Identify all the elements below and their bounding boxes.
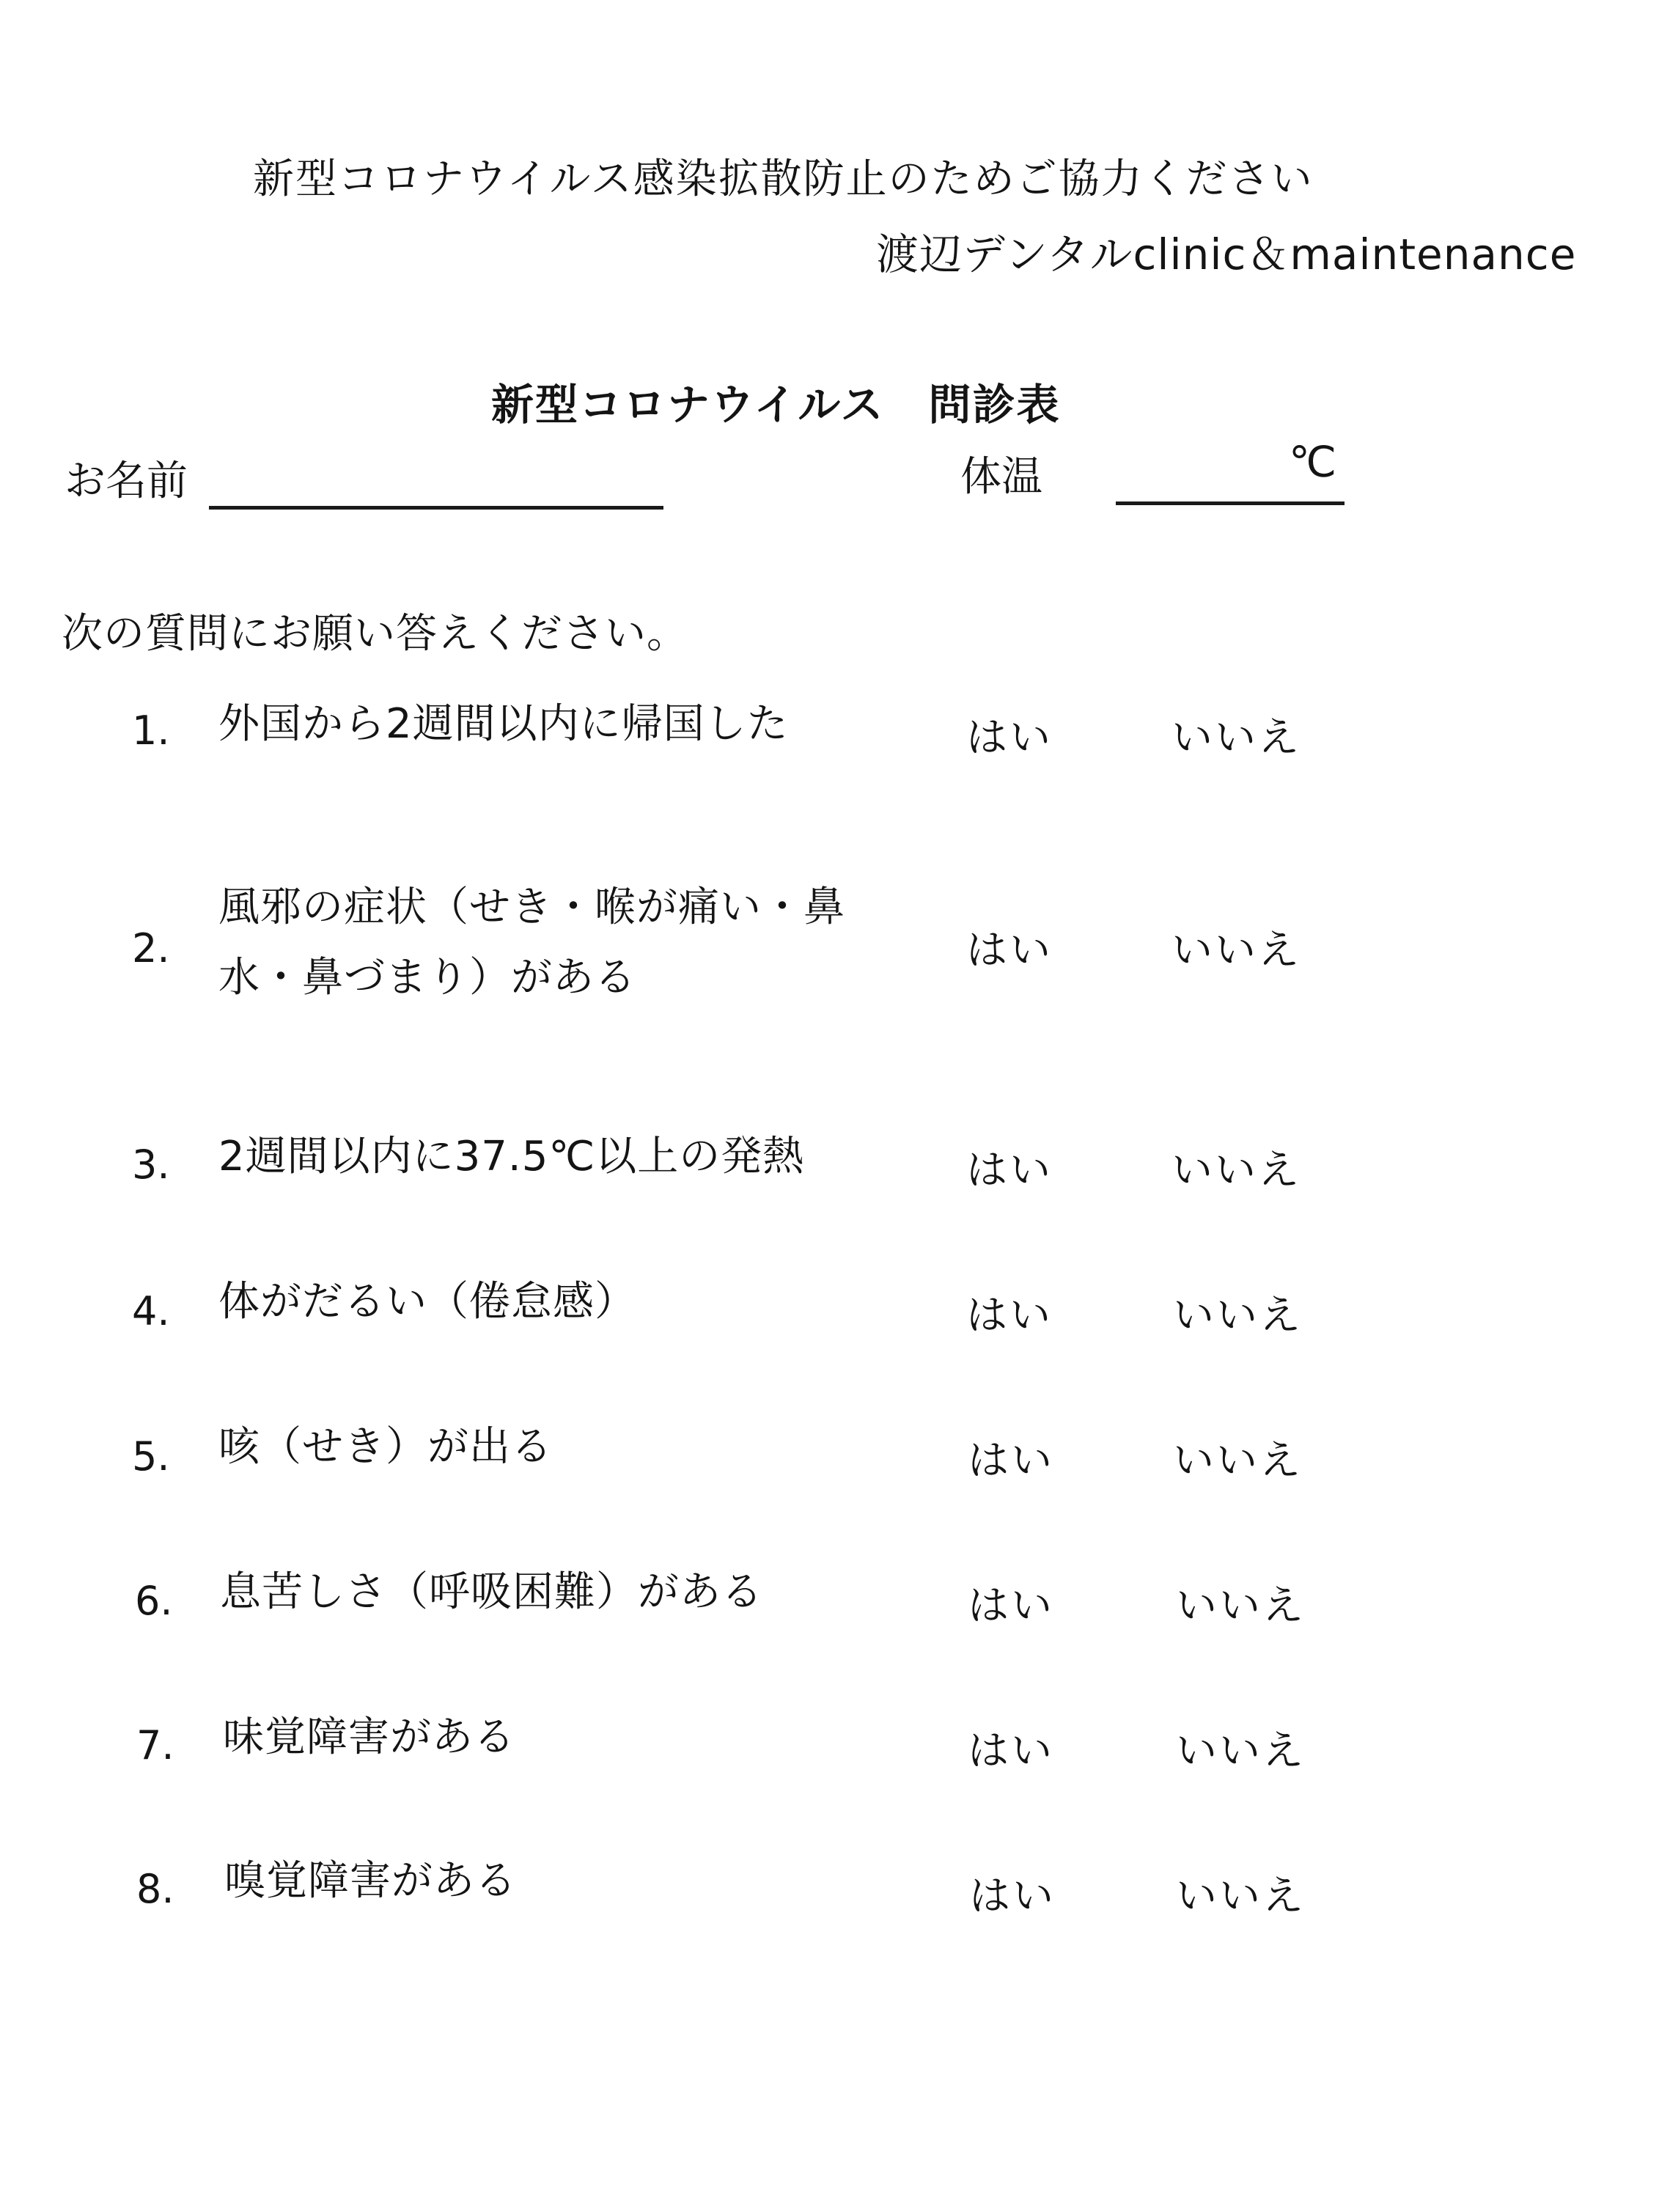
answer-no[interactable]: いいえ (1176, 1582, 1306, 1630)
answer-yes[interactable]: はい (968, 1437, 1054, 1485)
question-number: 5. (132, 1433, 170, 1480)
answer-yes[interactable]: はい (966, 927, 1053, 974)
question-number: 2. (132, 925, 170, 971)
question-text: 体がだるい（倦怠感） (218, 1278, 636, 1326)
answer-no[interactable]: いいえ (1173, 1292, 1303, 1340)
temperature-field[interactable] (1116, 501, 1345, 505)
name-field[interactable] (209, 506, 663, 510)
answer-no[interactable]: いいえ (1173, 1437, 1303, 1485)
temperature-unit: ℃ (1289, 437, 1337, 487)
question-text: 嗅覚障害がある (224, 1857, 517, 1905)
clinic-name: 渡辺デンタルclinic＆maintenance (876, 229, 1577, 279)
question-text: 咳（せき）が出る (218, 1423, 553, 1471)
answer-yes[interactable]: はい (966, 1147, 1053, 1194)
question-text: 2週間以内に37.5℃以上の発熱 (218, 1133, 805, 1180)
question-text: 味覚障害がある (223, 1713, 515, 1761)
answer-yes[interactable]: はい (968, 1727, 1054, 1775)
answer-no[interactable]: いいえ (1171, 714, 1301, 762)
form-title: 新型コロナウイルス 問診表 (491, 380, 1061, 430)
question-number: 1. (132, 708, 170, 754)
answer-no[interactable]: いいえ (1176, 1873, 1306, 1920)
temperature-label: 体温 (960, 453, 1042, 501)
question-number: 4. (132, 1288, 170, 1334)
question-number: 3. (132, 1142, 170, 1188)
answer-yes[interactable]: はい (966, 1292, 1053, 1340)
question-text: 息苦しさ（呼吸困難）がある (220, 1568, 763, 1616)
question-text: 風邪の症状（せき・喉が痛い・鼻 (218, 883, 845, 931)
name-label: お名前 (65, 458, 188, 505)
question-number: 7. (136, 1722, 174, 1768)
answer-yes[interactable]: はい (966, 714, 1053, 762)
answer-yes[interactable]: はい (968, 1582, 1054, 1630)
notice-heading: 新型コロナウイルス感染拡散防止のためご協力ください (253, 155, 1314, 203)
question-number: 6. (135, 1578, 173, 1624)
instruction-text: 次の質問にお願い答えください。 (62, 610, 688, 658)
question-number: 8. (136, 1866, 174, 1912)
question-text: 外国から2週間以内に帰国した (218, 700, 789, 748)
answer-no[interactable]: いいえ (1176, 1727, 1306, 1775)
question-text-continued: 水・鼻づまり）がある (218, 954, 636, 1002)
answer-no[interactable]: いいえ (1171, 1147, 1301, 1194)
answer-yes[interactable]: はい (969, 1873, 1056, 1920)
answer-no[interactable]: いいえ (1171, 927, 1301, 974)
